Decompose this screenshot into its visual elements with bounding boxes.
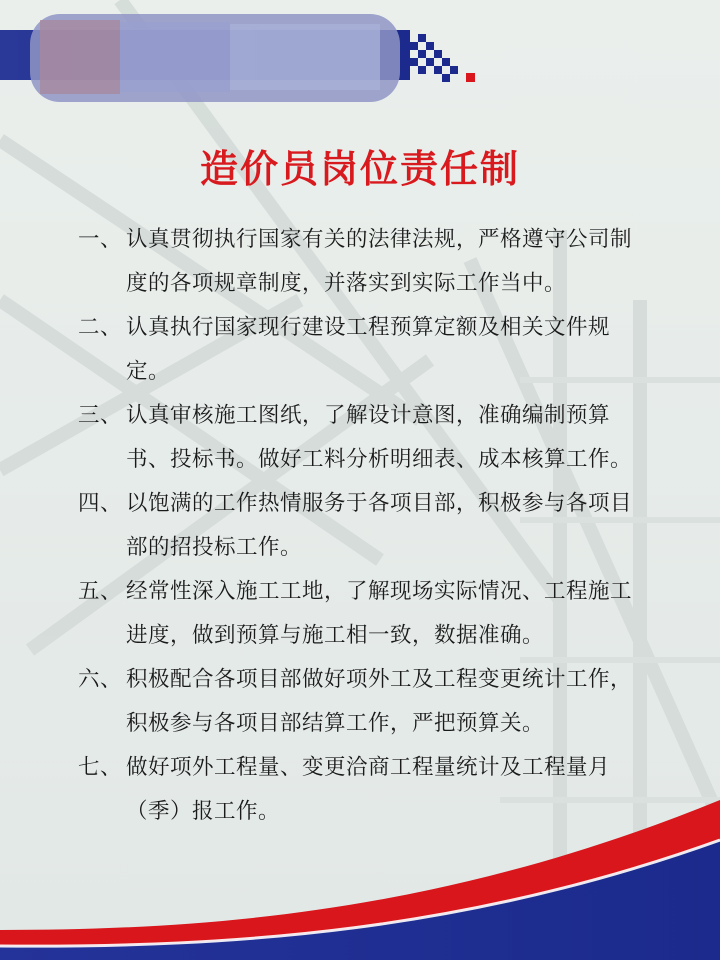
- clause-text: 认真贯彻执行国家有关的法律法规，严格遵守公司制度的各项规章制度，并落实到实际工作当中。: [126, 227, 633, 296]
- checker-pattern: [402, 34, 458, 82]
- clause-text: 认真执行国家现行建设工程预算定额及相关文件规定。: [126, 315, 611, 384]
- clause-1: [78, 218, 638, 306]
- header-band: [0, 0, 720, 110]
- clause-5: [78, 570, 638, 658]
- clause-text: 做好项外工程量、变更洽商工程量统计及工程量月（季）报工作。: [126, 755, 611, 824]
- clause-number: 六、: [78, 667, 123, 692]
- clause-number: 四、: [78, 491, 123, 516]
- clause-number: 五、: [78, 579, 123, 604]
- clause-text: 以饱满的工作热情服务于各项目部，积极参与各项目部的招投标工作。: [126, 491, 633, 560]
- clause-3: [78, 394, 638, 482]
- clause-text: 经常性深入施工工地，了解现场实际情况、工程施工进度，做到预算与施工相一致，数据准确。: [126, 579, 633, 648]
- page-title: 造价员岗位责任制: [199, 146, 520, 191]
- red-square-accent: [466, 73, 475, 82]
- bottom-swoosh: [0, 780, 720, 960]
- clause-number: 三、: [78, 403, 123, 428]
- clause-2: [78, 306, 638, 394]
- clause-text: 认真审核施工图纸，了解设计意图，准确编制预算书、投标书。做好工料分析明细表、成本核算工作。: [126, 403, 633, 472]
- clause-number: 七、: [78, 755, 123, 780]
- clause-6: [78, 658, 638, 746]
- clause-4: [78, 482, 638, 570]
- clause-list: [78, 218, 638, 834]
- clause-number: 一、: [78, 227, 123, 252]
- clause-number: 二、: [78, 315, 123, 340]
- clause-text: 积极配合各项目部做好项外工及工程变更统计工作，积极参与各项目部结算工作，严把预算关。: [126, 667, 633, 736]
